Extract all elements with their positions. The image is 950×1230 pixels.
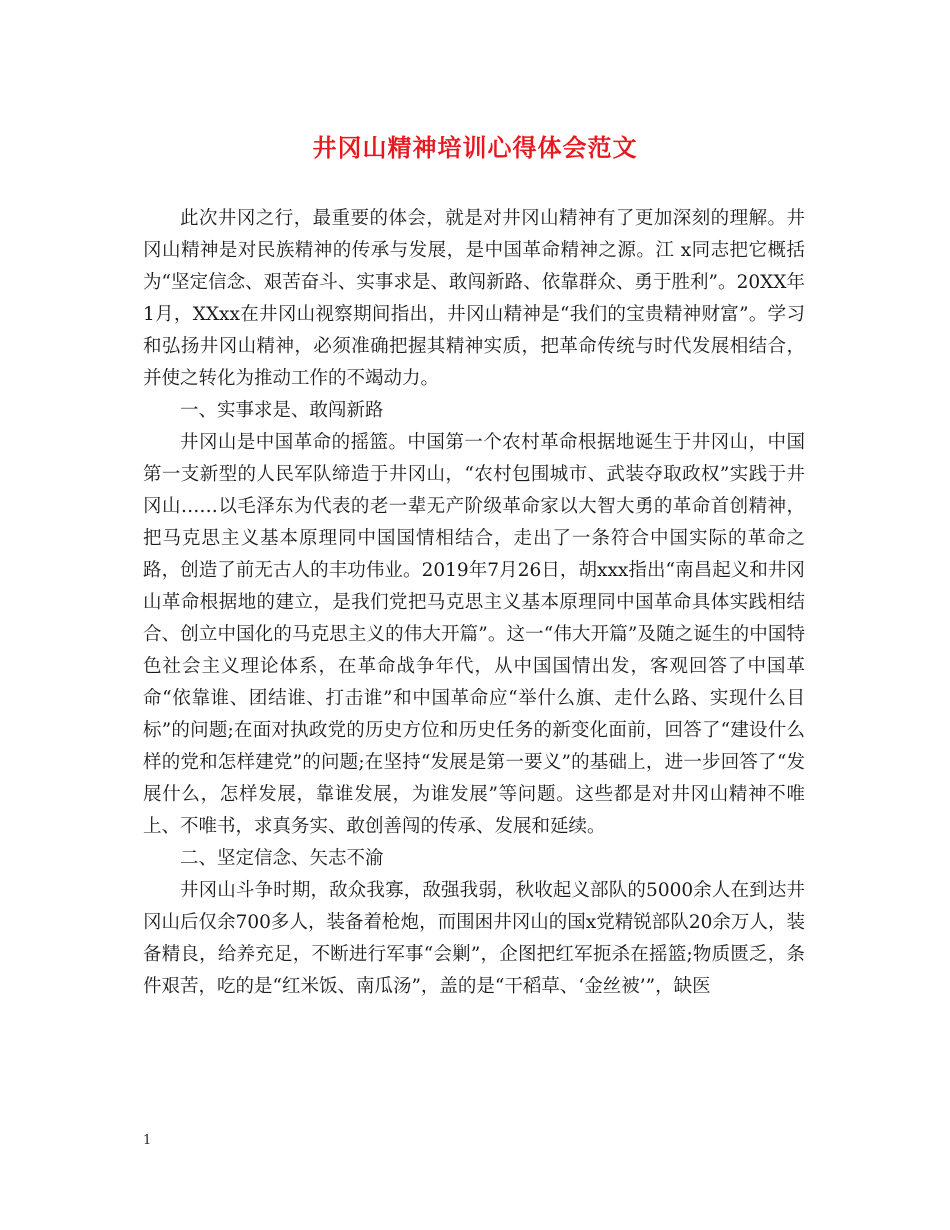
document-title: 井冈山精神培训心得体会范文 <box>312 133 638 162</box>
document-body <box>143 203 805 1003</box>
paragraph-section-2: 井冈山斗争时期，敌众我寡，敌强我弱，秋收起义部队的5000余人在到达井冈山后仅余700多人，装备着枪炮，而围困井冈山的国x党精锐部队20余万人，装备精良，给养充足，不断进行军事“会剿”，企图把红军扼杀在摇篮;物质匮乏，条件艰苦，吃的是“红米饭、南瓜汤”，盖的是“干稻草、‘金丝被’”，缺医 <box>143 880 805 997</box>
section-heading-2: 二、坚定信念、矢志不渝 <box>180 848 384 869</box>
page-number: 1 <box>143 1133 152 1148</box>
paragraph-section-1: 井冈山是中国革命的摇篮。中国第一个农村革命根据地诞生于井冈山，中国第一支新型的人民军队缔造于井冈山，“农村包围城市、武装夺取政权”实践于井冈山……以毛泽东为代表的老一辈无产阶级革命家以大智大勇的革命首创精神，把马克思主义基本原理同中国国情相结合，走出了一条符合中国实际的革命之路，创造了前无古人的丰功伟业。2019年7月26日，胡xxx指出“南昌起义和井冈山革命根据地的建立，是我们党把马克思主义基本原理同中国革命具体实践相结合、创立中国化的马克思主义的伟大开篇”。这一“伟大开篇”及随之诞生的中国特色社会主义理论体系，在革命战争年代，从中国国情出发，客观回答了中国革命“依靠谁、团结谁、打击谁”和中国革命应“举什么旗、走什么路、实现什么目标”的问题;在面对执政党的历史方位和历史任务的新变化面前，回答了“建设什么样的党和怎样建党”的问题;在坚持“发展是第一要义”的基础上，进一步回答了“发展什么，怎样发展，靠谁发展，为谁发展”等问题。这些都是对井冈山精神不唯上、不唯书，求真务实、敢创善闯的传承、发展和延续。 <box>143 432 805 837</box>
paragraph-intro: 此次井冈之行，最重要的体会，就是对井冈山精神有了更加深刻的理解。井冈山精神是对民族精神的传承与发展，是中国革命精神之源。江 x同志把它概括为“坚定信念、艰苦奋斗、实事求是、敢闯新路、依靠群众、勇于胜利”。20XX年1月，XXxx在井冈山视察期间指出，井冈山精神是“我们的宝贵精神财富”。学习和弘扬井冈山精神，必须准确把握其精神实质，把革命传统与时代发展相结合，并使之转化为推动工作的不竭动力。 <box>143 208 805 389</box>
section-heading-1: 一、实事求是、敢闯新路 <box>180 400 384 421</box>
